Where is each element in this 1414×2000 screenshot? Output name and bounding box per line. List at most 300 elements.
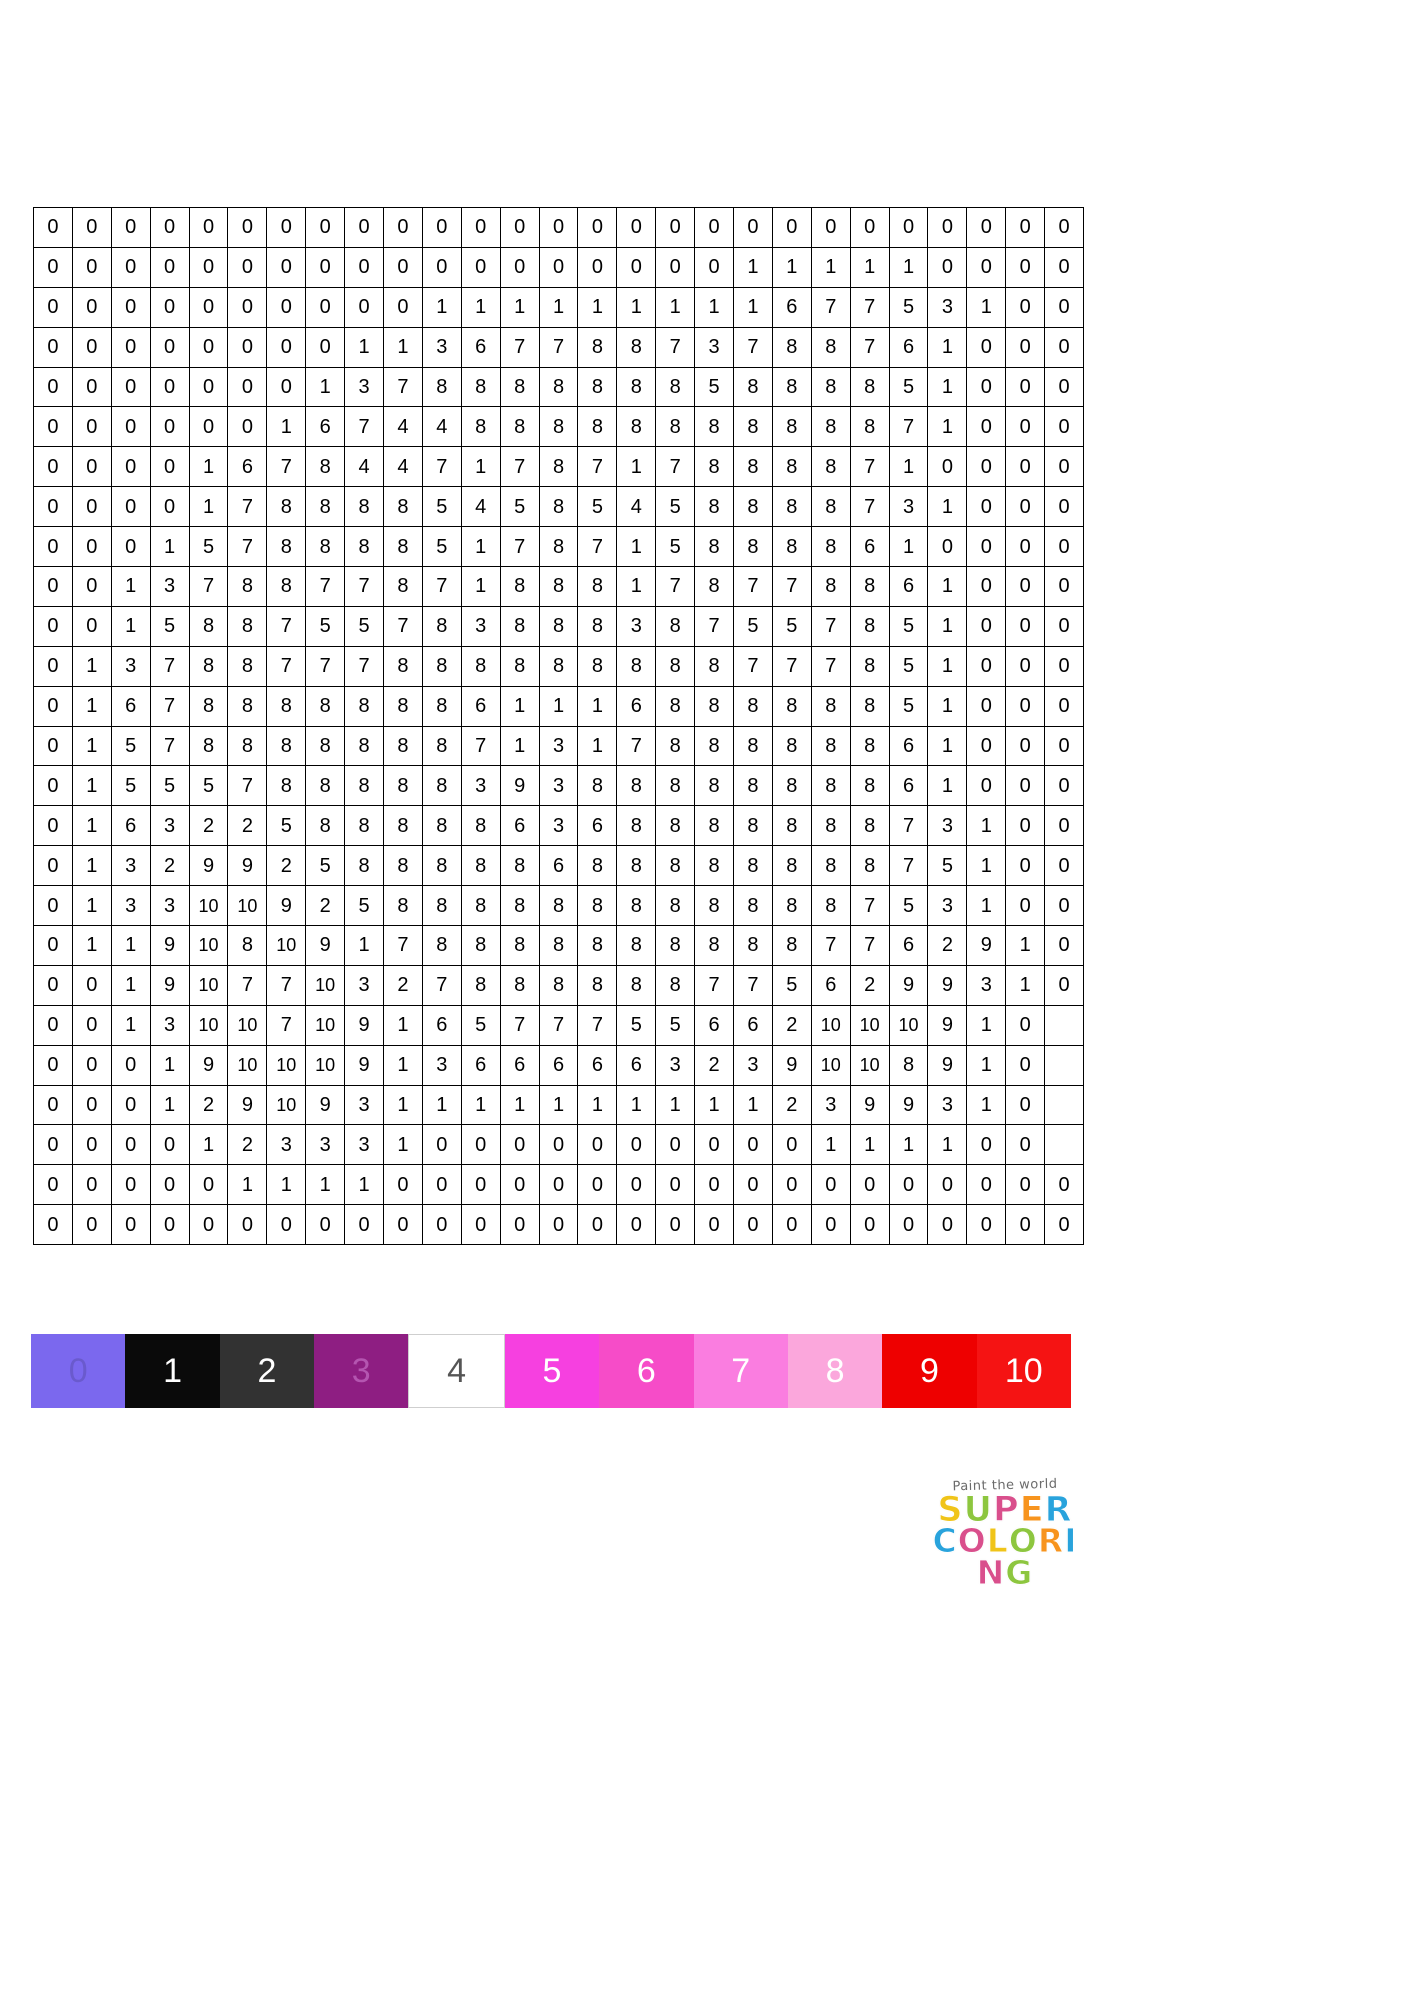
pixel-cell[interactable]: 3 xyxy=(461,606,500,646)
pixel-cell[interactable]: 1 xyxy=(150,1085,189,1125)
pixel-cell[interactable]: 0 xyxy=(228,407,267,447)
pixel-cell[interactable]: 1 xyxy=(967,287,1006,327)
pixel-cell[interactable]: 8 xyxy=(189,646,228,686)
pixel-cell[interactable]: 0 xyxy=(34,846,73,886)
pixel-cell[interactable]: 0 xyxy=(461,1205,500,1245)
pixel-cell[interactable]: 0 xyxy=(578,208,617,248)
pixel-cell[interactable]: 0 xyxy=(111,327,150,367)
pixel-cell[interactable]: 8 xyxy=(617,367,656,407)
pixel-cell[interactable]: 3 xyxy=(150,806,189,846)
pixel-cell[interactable]: 0 xyxy=(1045,327,1084,367)
pixel-cell[interactable]: 5 xyxy=(928,846,967,886)
pixel-cell[interactable]: 8 xyxy=(500,567,539,607)
pixel-cell[interactable]: 1 xyxy=(461,567,500,607)
pixel-cell[interactable]: 10 xyxy=(811,1005,850,1045)
pixel-cell[interactable]: 1 xyxy=(850,1125,889,1165)
pixel-cell[interactable]: 0 xyxy=(189,287,228,327)
pixel-cell[interactable]: 10 xyxy=(811,1045,850,1085)
pixel-cell[interactable]: 1 xyxy=(111,567,150,607)
pixel-cell[interactable]: 1 xyxy=(617,567,656,607)
pixel-cell[interactable]: 0 xyxy=(928,247,967,287)
pixel-cell[interactable]: 0 xyxy=(967,726,1006,766)
pixel-cell[interactable]: 1 xyxy=(461,1085,500,1125)
pixel-cell[interactable]: 4 xyxy=(617,487,656,527)
pixel-cell[interactable]: 2 xyxy=(189,806,228,846)
pixel-cell[interactable]: 0 xyxy=(34,247,73,287)
pixel-cell[interactable]: 0 xyxy=(1006,447,1045,487)
pixel-cell[interactable]: 0 xyxy=(150,327,189,367)
pixel-cell[interactable]: 7 xyxy=(850,926,889,966)
pixel-cell[interactable]: 0 xyxy=(72,1125,111,1165)
pixel-cell[interactable]: 8 xyxy=(695,686,734,726)
pixel-cell[interactable]: 9 xyxy=(228,1085,267,1125)
pixel-cell[interactable]: 2 xyxy=(384,965,423,1005)
pixel-cell[interactable]: 7 xyxy=(384,926,423,966)
pixel-cell[interactable]: 0 xyxy=(1045,367,1084,407)
pixel-cell[interactable]: 0 xyxy=(345,287,384,327)
pixel-cell[interactable]: 8 xyxy=(384,766,423,806)
pixel-cell[interactable]: 8 xyxy=(617,407,656,447)
pixel-cell[interactable]: 1 xyxy=(617,527,656,567)
pixel-cell[interactable]: 8 xyxy=(617,846,656,886)
pixel-cell[interactable]: 8 xyxy=(539,965,578,1005)
pixel-cell[interactable] xyxy=(1045,1125,1084,1165)
pixel-cell[interactable]: 0 xyxy=(967,327,1006,367)
pixel-cell[interactable]: 3 xyxy=(150,1005,189,1045)
pixel-cell[interactable]: 5 xyxy=(889,886,928,926)
pixel-cell[interactable]: 0 xyxy=(267,287,306,327)
pixel-cell[interactable]: 0 xyxy=(1006,646,1045,686)
pixel-cell[interactable]: 0 xyxy=(578,1205,617,1245)
pixel-cell[interactable]: 7 xyxy=(811,606,850,646)
pixel-cell[interactable]: 1 xyxy=(617,1085,656,1125)
pixel-cell[interactable]: 0 xyxy=(384,247,423,287)
pixel-cell[interactable]: 8 xyxy=(656,846,695,886)
pixel-cell[interactable]: 0 xyxy=(1006,367,1045,407)
pixel-cell[interactable]: 8 xyxy=(617,926,656,966)
pixel-cell[interactable]: 0 xyxy=(34,1045,73,1085)
pixel-cell[interactable]: 5 xyxy=(889,686,928,726)
pixel-cell[interactable]: 0 xyxy=(228,247,267,287)
pixel-cell[interactable]: 0 xyxy=(461,1165,500,1205)
pixel-cell[interactable]: 8 xyxy=(656,806,695,846)
pixel-cell[interactable]: 8 xyxy=(695,487,734,527)
pixel-cell[interactable]: 1 xyxy=(384,1085,423,1125)
pixel-cell[interactable]: 8 xyxy=(500,407,539,447)
pixel-cell[interactable]: 0 xyxy=(34,1205,73,1245)
pixel-cell[interactable]: 9 xyxy=(928,965,967,1005)
pixel-cell[interactable]: 0 xyxy=(1045,846,1084,886)
pixel-cell[interactable]: 0 xyxy=(267,208,306,248)
pixel-cell[interactable]: 0 xyxy=(1006,247,1045,287)
pixel-cell[interactable]: 0 xyxy=(111,287,150,327)
pixel-cell[interactable]: 0 xyxy=(539,1165,578,1205)
pixel-cell[interactable]: 0 xyxy=(734,208,773,248)
pixel-cell[interactable]: 1 xyxy=(928,407,967,447)
pixel-cell[interactable]: 0 xyxy=(150,407,189,447)
pixel-cell[interactable]: 5 xyxy=(189,766,228,806)
pixel-cell[interactable]: 8 xyxy=(617,886,656,926)
pixel-cell[interactable]: 10 xyxy=(889,1005,928,1045)
pixel-cell[interactable]: 0 xyxy=(34,926,73,966)
pixel-cell[interactable]: 10 xyxy=(306,1005,345,1045)
pixel-cell[interactable]: 8 xyxy=(422,766,461,806)
pixel-cell[interactable]: 0 xyxy=(228,287,267,327)
pixel-cell[interactable]: 1 xyxy=(656,1085,695,1125)
pixel-cell[interactable]: 1 xyxy=(1006,926,1045,966)
pixel-cell[interactable]: 8 xyxy=(656,965,695,1005)
pixel-cell[interactable]: 9 xyxy=(500,766,539,806)
pixel-cell[interactable]: 8 xyxy=(189,606,228,646)
pixel-cell[interactable]: 8 xyxy=(850,567,889,607)
pixel-cell[interactable]: 0 xyxy=(34,287,73,327)
pixel-cell[interactable]: 10 xyxy=(267,1085,306,1125)
pixel-cell[interactable]: 3 xyxy=(345,367,384,407)
pixel-cell[interactable]: 1 xyxy=(967,1045,1006,1085)
pixel-cell[interactable]: 1 xyxy=(72,646,111,686)
pixel-cell[interactable]: 8 xyxy=(850,606,889,646)
pixel-cell[interactable]: 6 xyxy=(889,726,928,766)
pixel-cell[interactable]: 0 xyxy=(850,1205,889,1245)
pixel-cell[interactable]: 10 xyxy=(189,926,228,966)
pixel-cell[interactable]: 8 xyxy=(811,846,850,886)
pixel-cell[interactable]: 8 xyxy=(267,766,306,806)
pixel-cell[interactable]: 8 xyxy=(734,487,773,527)
pixel-cell[interactable]: 0 xyxy=(656,1205,695,1245)
pixel-cell[interactable]: 0 xyxy=(72,287,111,327)
pixel-cell[interactable]: 8 xyxy=(656,407,695,447)
pixel-cell[interactable]: 8 xyxy=(578,567,617,607)
pixel-cell[interactable]: 0 xyxy=(1045,926,1084,966)
pixel-cell[interactable]: 8 xyxy=(578,766,617,806)
pixel-cell[interactable]: 8 xyxy=(811,886,850,926)
pixel-cell[interactable]: 8 xyxy=(811,407,850,447)
pixel-cell[interactable]: 4 xyxy=(422,407,461,447)
pixel-cell[interactable]: 0 xyxy=(1006,567,1045,607)
pixel-cell[interactable]: 0 xyxy=(306,247,345,287)
pixel-cell[interactable]: 0 xyxy=(967,606,1006,646)
pixel-cell[interactable]: 8 xyxy=(384,846,423,886)
pixel-cell[interactable]: 6 xyxy=(461,327,500,367)
pixel-cell[interactable]: 7 xyxy=(578,527,617,567)
pixel-cell[interactable]: 3 xyxy=(150,886,189,926)
pixel-cell[interactable]: 0 xyxy=(34,606,73,646)
pixel-cell[interactable]: 8 xyxy=(539,926,578,966)
pixel-cell[interactable]: 0 xyxy=(928,527,967,567)
pixel-cell[interactable]: 2 xyxy=(150,846,189,886)
pixel-cell[interactable]: 3 xyxy=(539,806,578,846)
pixel-cell[interactable]: 3 xyxy=(928,287,967,327)
pixel-cell[interactable]: 0 xyxy=(928,1205,967,1245)
pixel-cell[interactable]: 8 xyxy=(734,766,773,806)
pixel-cell[interactable]: 0 xyxy=(422,1125,461,1165)
pixel-cell[interactable]: 8 xyxy=(539,567,578,607)
pixel-cell[interactable]: 7 xyxy=(267,965,306,1005)
pixel-cell[interactable]: 7 xyxy=(811,287,850,327)
pixel-cell[interactable]: 1 xyxy=(384,1125,423,1165)
pixel-cell[interactable]: 8 xyxy=(578,327,617,367)
pixel-cell[interactable]: 0 xyxy=(928,1165,967,1205)
pixel-cell[interactable]: 7 xyxy=(228,965,267,1005)
pixel-cell[interactable]: 10 xyxy=(306,965,345,1005)
pixel-cell[interactable]: 0 xyxy=(1045,766,1084,806)
pixel-cell[interactable]: 0 xyxy=(189,367,228,407)
pixel-cell[interactable]: 9 xyxy=(889,1085,928,1125)
pixel-cell[interactable]: 8 xyxy=(306,806,345,846)
pixel-cell[interactable]: 0 xyxy=(578,1125,617,1165)
pixel-cell[interactable]: 8 xyxy=(695,646,734,686)
pixel-cell[interactable]: 8 xyxy=(228,686,267,726)
pixel-cell[interactable]: 0 xyxy=(111,1045,150,1085)
pixel-cell[interactable]: 8 xyxy=(772,726,811,766)
pixel-cell[interactable]: 1 xyxy=(72,766,111,806)
pixel-cell[interactable]: 0 xyxy=(967,1125,1006,1165)
pixel-cell[interactable]: 7 xyxy=(500,447,539,487)
pixel-cell[interactable]: 1 xyxy=(850,247,889,287)
pixel-cell[interactable]: 9 xyxy=(850,1085,889,1125)
pixel-cell[interactable]: 8 xyxy=(850,726,889,766)
pixel-cell[interactable]: 2 xyxy=(772,1005,811,1045)
pixel-cell[interactable]: 0 xyxy=(267,367,306,407)
pixel-cell[interactable]: 8 xyxy=(656,646,695,686)
pixel-cell[interactable]: 7 xyxy=(578,1005,617,1045)
pixel-cell[interactable]: 7 xyxy=(228,487,267,527)
pixel-cell[interactable]: 0 xyxy=(1045,208,1084,248)
pixel-cell[interactable]: 8 xyxy=(384,686,423,726)
pixel-cell[interactable]: 8 xyxy=(267,567,306,607)
pixel-cell[interactable]: 7 xyxy=(811,646,850,686)
pixel-cell[interactable]: 0 xyxy=(34,407,73,447)
pixel-cell[interactable]: 7 xyxy=(461,726,500,766)
pixel-cell[interactable]: 5 xyxy=(306,846,345,886)
pixel-cell[interactable]: 8 xyxy=(461,846,500,886)
pixel-cell[interactable]: 1 xyxy=(889,1125,928,1165)
pixel-cell[interactable]: 0 xyxy=(189,327,228,367)
pixel-cell[interactable]: 0 xyxy=(306,208,345,248)
pixel-cell[interactable]: 7 xyxy=(889,806,928,846)
pixel-cell[interactable]: 0 xyxy=(422,247,461,287)
pixel-cell[interactable]: 8 xyxy=(539,367,578,407)
pixel-cell[interactable]: 8 xyxy=(500,367,539,407)
pixel-cell[interactable]: 5 xyxy=(656,527,695,567)
pixel-cell[interactable]: 0 xyxy=(111,1085,150,1125)
pixel-cell[interactable]: 0 xyxy=(34,487,73,527)
pixel-cell[interactable]: 7 xyxy=(578,447,617,487)
pixel-cell[interactable]: 8 xyxy=(539,407,578,447)
pixel-cell[interactable]: 0 xyxy=(617,1125,656,1165)
pixel-cell[interactable]: 7 xyxy=(345,567,384,607)
pixel-cell[interactable]: 0 xyxy=(772,208,811,248)
pixel-cell[interactable]: 3 xyxy=(656,1045,695,1085)
pixel-cell[interactable]: 8 xyxy=(578,886,617,926)
pixel-cell[interactable]: 0 xyxy=(111,367,150,407)
pixel-cell[interactable]: 0 xyxy=(967,686,1006,726)
pixel-cell[interactable]: 1 xyxy=(72,726,111,766)
pixel-cell[interactable]: 10 xyxy=(306,1045,345,1085)
pixel-cell[interactable]: 0 xyxy=(111,1165,150,1205)
pixel-cell[interactable]: 8 xyxy=(734,806,773,846)
pixel-cell[interactable]: 8 xyxy=(850,367,889,407)
pixel-cell[interactable]: 0 xyxy=(539,1205,578,1245)
pixel-cell[interactable]: 9 xyxy=(967,926,1006,966)
pixel-cell[interactable]: 0 xyxy=(500,1165,539,1205)
pixel-cell[interactable]: 2 xyxy=(695,1045,734,1085)
pixel-cell[interactable]: 0 xyxy=(34,1125,73,1165)
pixel-cell[interactable]: 8 xyxy=(345,527,384,567)
pixel-cell[interactable]: 1 xyxy=(228,1165,267,1205)
pixel-cell[interactable]: 1 xyxy=(539,1085,578,1125)
pixel-cell[interactable]: 3 xyxy=(811,1085,850,1125)
pixel-cell[interactable]: 8 xyxy=(734,447,773,487)
pixel-cell[interactable]: 5 xyxy=(150,766,189,806)
pixel-cell[interactable]: 8 xyxy=(578,606,617,646)
pixel-cell[interactable]: 8 xyxy=(422,886,461,926)
pixel-cell[interactable]: 4 xyxy=(384,447,423,487)
pixel-cell[interactable]: 8 xyxy=(539,527,578,567)
pixel-cell[interactable]: 0 xyxy=(578,247,617,287)
pixel-cell[interactable]: 3 xyxy=(345,1085,384,1125)
pixel-cell[interactable]: 8 xyxy=(772,327,811,367)
pixel-cell[interactable]: 1 xyxy=(189,487,228,527)
pixel-cell[interactable]: 0 xyxy=(539,1125,578,1165)
pixel-cell[interactable]: 8 xyxy=(228,606,267,646)
pixel-cell[interactable]: 1 xyxy=(734,247,773,287)
pixel-cell[interactable]: 1 xyxy=(422,287,461,327)
pixel-cell[interactable]: 8 xyxy=(656,606,695,646)
pixel-cell[interactable]: 9 xyxy=(345,1005,384,1045)
pixel-cell[interactable]: 0 xyxy=(72,1045,111,1085)
pixel-cell[interactable]: 8 xyxy=(306,447,345,487)
pixel-cell[interactable]: 5 xyxy=(150,606,189,646)
pixel-cell[interactable]: 6 xyxy=(539,1045,578,1085)
pixel-cell[interactable]: 1 xyxy=(384,1045,423,1085)
pixel-cell[interactable]: 0 xyxy=(306,327,345,367)
pixel-cell[interactable]: 8 xyxy=(539,886,578,926)
pixel-cell[interactable]: 8 xyxy=(656,926,695,966)
pixel-cell[interactable]: 0 xyxy=(111,407,150,447)
pixel-cell[interactable]: 8 xyxy=(345,846,384,886)
pixel-cell[interactable]: 10 xyxy=(189,1005,228,1045)
pixel-cell[interactable]: 0 xyxy=(617,1205,656,1245)
pixel-cell[interactable]: 8 xyxy=(539,646,578,686)
pixel-cell[interactable]: 0 xyxy=(111,487,150,527)
pixel-cell[interactable]: 8 xyxy=(578,965,617,1005)
pixel-cell[interactable]: 8 xyxy=(772,487,811,527)
pixel-cell[interactable]: 8 xyxy=(384,806,423,846)
pixel-cell[interactable]: 1 xyxy=(306,1165,345,1205)
pixel-cell[interactable]: 8 xyxy=(306,766,345,806)
pixel-cell[interactable]: 1 xyxy=(461,527,500,567)
pixel-cell[interactable]: 1 xyxy=(189,1125,228,1165)
pixel-cell[interactable]: 5 xyxy=(500,487,539,527)
pixel-cell[interactable]: 1 xyxy=(967,846,1006,886)
pixel-cell[interactable]: 0 xyxy=(1006,407,1045,447)
pixel-cell[interactable] xyxy=(1045,1085,1084,1125)
pixel-cell[interactable]: 8 xyxy=(695,527,734,567)
pixel-cell[interactable]: 1 xyxy=(695,287,734,327)
pixel-cell[interactable]: 7 xyxy=(267,1005,306,1045)
pixel-cell[interactable]: 8 xyxy=(695,926,734,966)
pixel-cell[interactable]: 1 xyxy=(150,1045,189,1085)
pixel-cell[interactable]: 2 xyxy=(267,846,306,886)
pixel-cell[interactable]: 8 xyxy=(228,926,267,966)
pixel-cell[interactable]: 8 xyxy=(500,886,539,926)
pixel-cell[interactable]: 7 xyxy=(345,407,384,447)
pixel-cell[interactable]: 0 xyxy=(422,1165,461,1205)
pixel-cell[interactable]: 0 xyxy=(967,646,1006,686)
pixel-cell[interactable]: 7 xyxy=(384,367,423,407)
pixel-cell[interactable]: 0 xyxy=(72,247,111,287)
pixel-cell[interactable]: 3 xyxy=(422,327,461,367)
pixel-cell[interactable]: 7 xyxy=(384,606,423,646)
pixel-cell[interactable]: 0 xyxy=(111,247,150,287)
pixel-cell[interactable]: 1 xyxy=(539,686,578,726)
pixel-cell[interactable]: 8 xyxy=(422,367,461,407)
pixel-cell[interactable]: 8 xyxy=(850,407,889,447)
pixel-cell[interactable]: 3 xyxy=(967,965,1006,1005)
pixel-cell[interactable]: 3 xyxy=(111,646,150,686)
pixel-cell[interactable]: 8 xyxy=(772,806,811,846)
pixel-cell[interactable]: 7 xyxy=(695,606,734,646)
pixel-cell[interactable]: 7 xyxy=(850,287,889,327)
pixel-cell[interactable]: 9 xyxy=(928,1045,967,1085)
pixel-cell[interactable]: 0 xyxy=(1045,487,1084,527)
pixel-cell[interactable]: 8 xyxy=(422,926,461,966)
pixel-cell[interactable]: 8 xyxy=(189,686,228,726)
pixel-cell[interactable]: 3 xyxy=(889,487,928,527)
pixel-cell[interactable]: 8 xyxy=(772,367,811,407)
pixel-cell[interactable]: 8 xyxy=(734,886,773,926)
pixel-cell[interactable]: 0 xyxy=(928,447,967,487)
pixel-cell[interactable]: 9 xyxy=(306,1085,345,1125)
pixel-cell[interactable]: 1 xyxy=(889,447,928,487)
pixel-cell[interactable]: 2 xyxy=(228,1125,267,1165)
pixel-cell[interactable]: 1 xyxy=(384,1005,423,1045)
pixel-cell[interactable]: 0 xyxy=(422,208,461,248)
pixel-cell[interactable]: 10 xyxy=(228,886,267,926)
pixel-cell[interactable]: 0 xyxy=(72,965,111,1005)
pixel-cell[interactable]: 8 xyxy=(345,487,384,527)
pixel-cell[interactable]: 9 xyxy=(228,846,267,886)
pixel-cell[interactable]: 8 xyxy=(422,726,461,766)
pixel-cell[interactable]: 7 xyxy=(772,567,811,607)
pixel-cell[interactable]: 8 xyxy=(345,766,384,806)
pixel-cell[interactable]: 6 xyxy=(772,287,811,327)
pixel-cell[interactable]: 8 xyxy=(384,726,423,766)
pixel-cell[interactable]: 8 xyxy=(500,646,539,686)
pixel-cell[interactable]: 8 xyxy=(500,926,539,966)
pixel-cell[interactable]: 8 xyxy=(811,327,850,367)
pixel-cell[interactable]: 1 xyxy=(928,367,967,407)
pixel-cell[interactable] xyxy=(1045,1045,1084,1085)
pixel-cell[interactable]: 0 xyxy=(850,208,889,248)
pixel-cell[interactable]: 0 xyxy=(967,567,1006,607)
pixel-cell[interactable]: 0 xyxy=(34,367,73,407)
pixel-cell[interactable]: 0 xyxy=(1006,606,1045,646)
pixel-cell[interactable]: 1 xyxy=(656,287,695,327)
pixel-cell[interactable]: 6 xyxy=(539,846,578,886)
pixel-cell[interactable]: 10 xyxy=(850,1005,889,1045)
pixel-cell[interactable]: 0 xyxy=(384,208,423,248)
pixel-cell[interactable]: 8 xyxy=(578,926,617,966)
pixel-cell[interactable]: 6 xyxy=(306,407,345,447)
pixel-cell[interactable]: 2 xyxy=(228,806,267,846)
pixel-cell[interactable]: 1 xyxy=(928,327,967,367)
pixel-cell[interactable]: 10 xyxy=(228,1005,267,1045)
pixel-cell[interactable]: 7 xyxy=(306,567,345,607)
pixel-cell[interactable]: 8 xyxy=(345,726,384,766)
pixel-cell[interactable]: 1 xyxy=(811,247,850,287)
